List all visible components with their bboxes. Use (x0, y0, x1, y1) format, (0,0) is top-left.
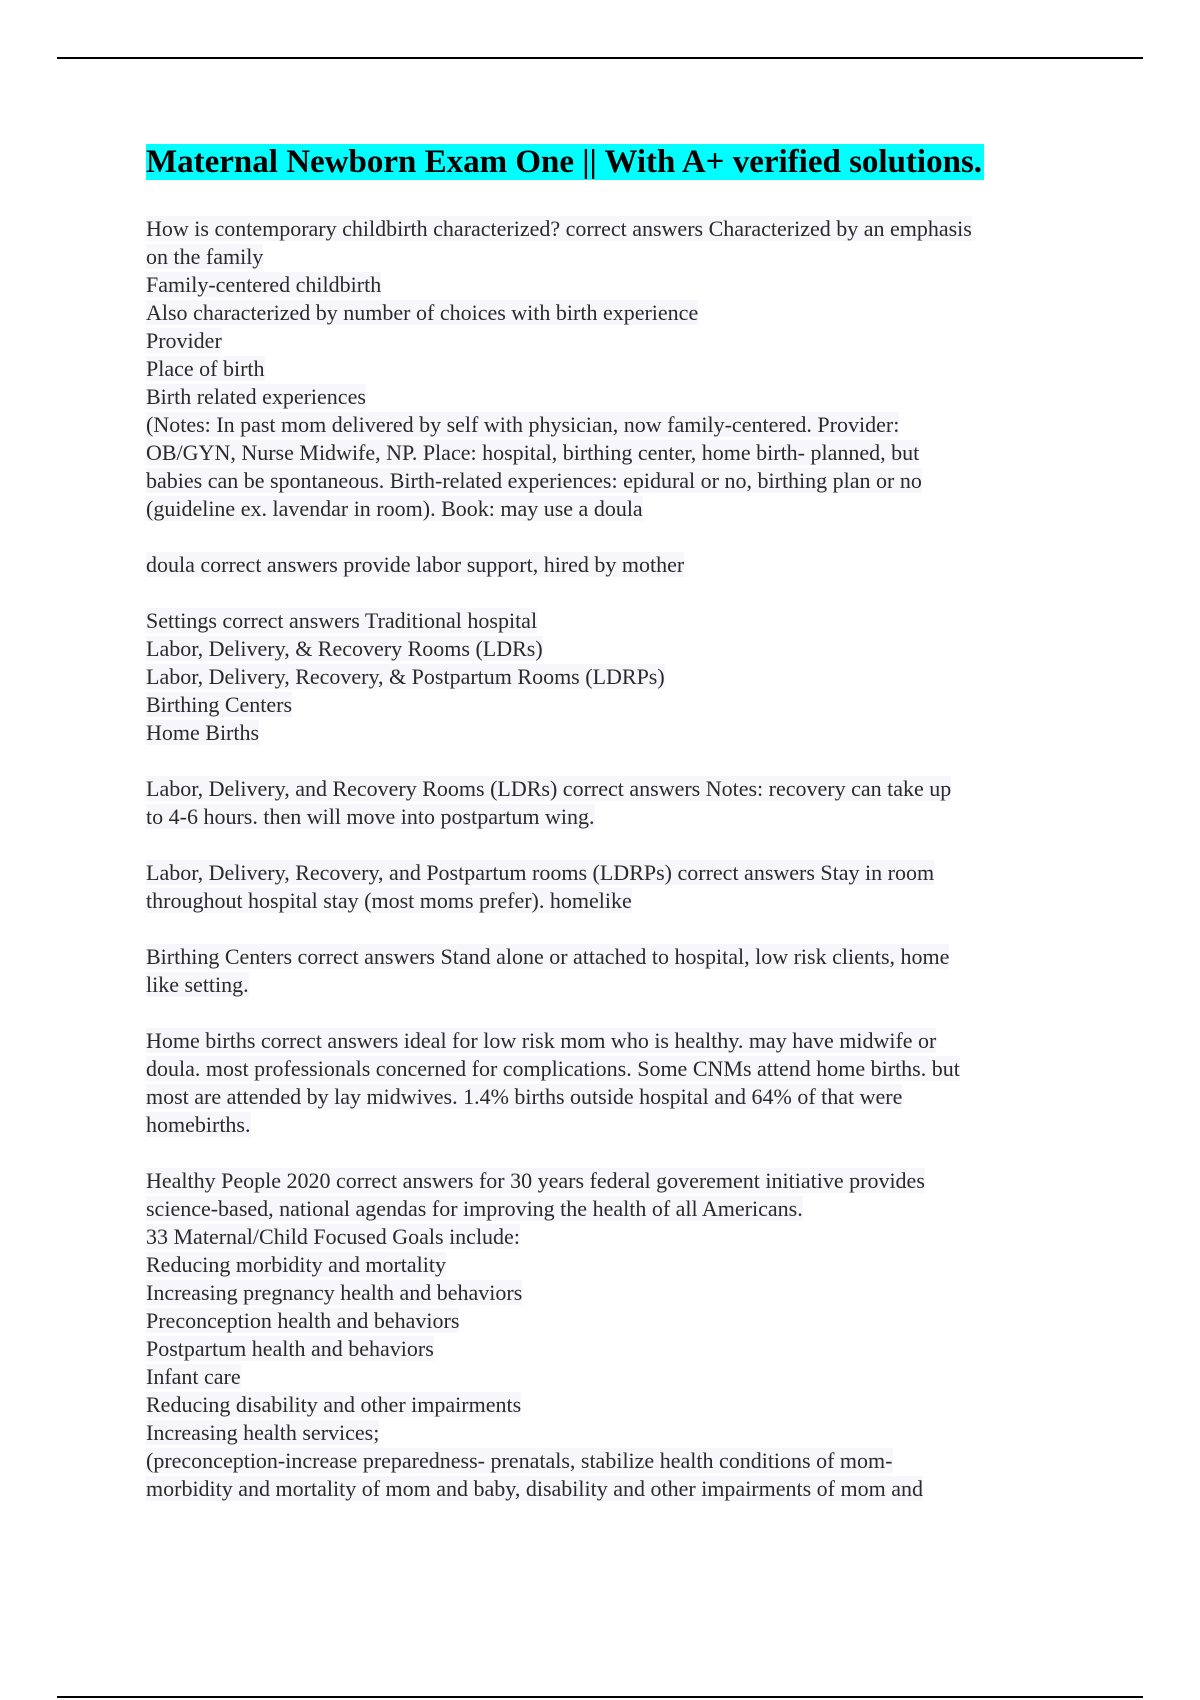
text-line: How is contemporary childbirth characterized? correct answers Characterized by an emphasis (146, 216, 972, 241)
text-line: Also characterized by number of choices with birth experience (146, 300, 699, 325)
bottom-rule (57, 1696, 1143, 1698)
text-line: Home Births (146, 720, 260, 745)
text-line: (preconception-increase preparedness- prenatals, stabilize health conditions of mom- (146, 1448, 893, 1473)
text-line: Reducing disability and other impairments (146, 1392, 522, 1417)
text-line: Provider (146, 328, 222, 353)
text-line: Family-centered childbirth (146, 272, 382, 297)
text-line: morbidity and mortality of mom and baby, disability and other impairments of mom and (146, 1476, 923, 1501)
text-line: Labor, Delivery, & Recovery Rooms (LDRs) (146, 636, 543, 661)
text-line: most are attended by lay midwives. 1.4% births outside hospital and 64% of that were (146, 1084, 903, 1109)
text-line: to 4-6 hours. then will move into postpartum wing. (146, 804, 595, 829)
text-line: Birthing Centers correct answers Stand alone or attached to hospital, low risk clients, home (146, 944, 950, 969)
text-line: Place of birth (146, 356, 265, 381)
text-line: Labor, Delivery, and Recovery Rooms (LDRs) correct answers Notes: recovery can take up (146, 776, 952, 801)
text-line: Reducing morbidity and mortality (146, 1252, 447, 1277)
text-paragraph (146, 1167, 1066, 1503)
text-line: (Notes: In past mom delivered by self with physician, now family-centered. Provider: (146, 412, 900, 437)
text-line: throughout hospital stay (most moms prefer). homelike (146, 888, 632, 913)
text-paragraph (146, 551, 1066, 579)
text-line: Infant care (146, 1364, 241, 1389)
text-line: (guideline ex. lavendar in room). Book: may use a doula (146, 496, 643, 521)
text-line: Labor, Delivery, Recovery, and Postpartum rooms (LDRPs) correct answers Stay in room (146, 860, 935, 885)
text-line: homebirths. (146, 1112, 251, 1137)
text-line: Labor, Delivery, Recovery, & Postpartum Rooms (LDRPs) (146, 664, 665, 689)
text-line: Increasing pregnancy health and behaviors (146, 1280, 523, 1305)
document-title: Maternal Newborn Exam One || With A+ verified solutions. (146, 144, 983, 180)
text-paragraph (146, 607, 1066, 747)
text-paragraph (146, 215, 1066, 523)
text-line: Increasing health services; (146, 1420, 380, 1445)
text-line: Home births correct answers ideal for low risk mom who is healthy. may have midwife or (146, 1028, 937, 1053)
top-rule (57, 57, 1143, 59)
text-line: like setting. (146, 972, 249, 997)
text-line: doula. most professionals concerned for complications. Some CNMs attend home births. but (146, 1056, 960, 1081)
text-line: Postpartum health and behaviors (146, 1336, 434, 1361)
text-line: 33 Maternal/Child Focused Goals include: (146, 1224, 520, 1249)
text-line: Preconception health and behaviors (146, 1308, 460, 1333)
text-paragraph (146, 859, 1066, 915)
text-line: Healthy People 2020 correct answers for 30 years federal goverement initiative provides (146, 1168, 925, 1193)
paragraph-list (146, 215, 1066, 1503)
text-line: OB/GYN, Nurse Midwife, NP. Place: hospital, birthing center, home birth- planned, but (146, 440, 920, 465)
text-paragraph (146, 775, 1066, 831)
text-line: babies can be spontaneous. Birth-related experiences: epidural or no, birthing plan or no (146, 468, 922, 493)
text-line: Birthing Centers (146, 692, 293, 717)
document-body (146, 141, 1066, 1531)
text-line: science-based, national agendas for improving the health of all Americans. (146, 1196, 803, 1221)
text-line: Birth related experiences (146, 384, 366, 409)
text-paragraph (146, 1027, 1066, 1139)
text-paragraph (146, 943, 1066, 999)
text-line: on the family (146, 244, 264, 269)
text-line: doula correct answers provide labor support, hired by mother (146, 552, 685, 577)
text-line: Settings correct answers Traditional hospital (146, 608, 538, 633)
